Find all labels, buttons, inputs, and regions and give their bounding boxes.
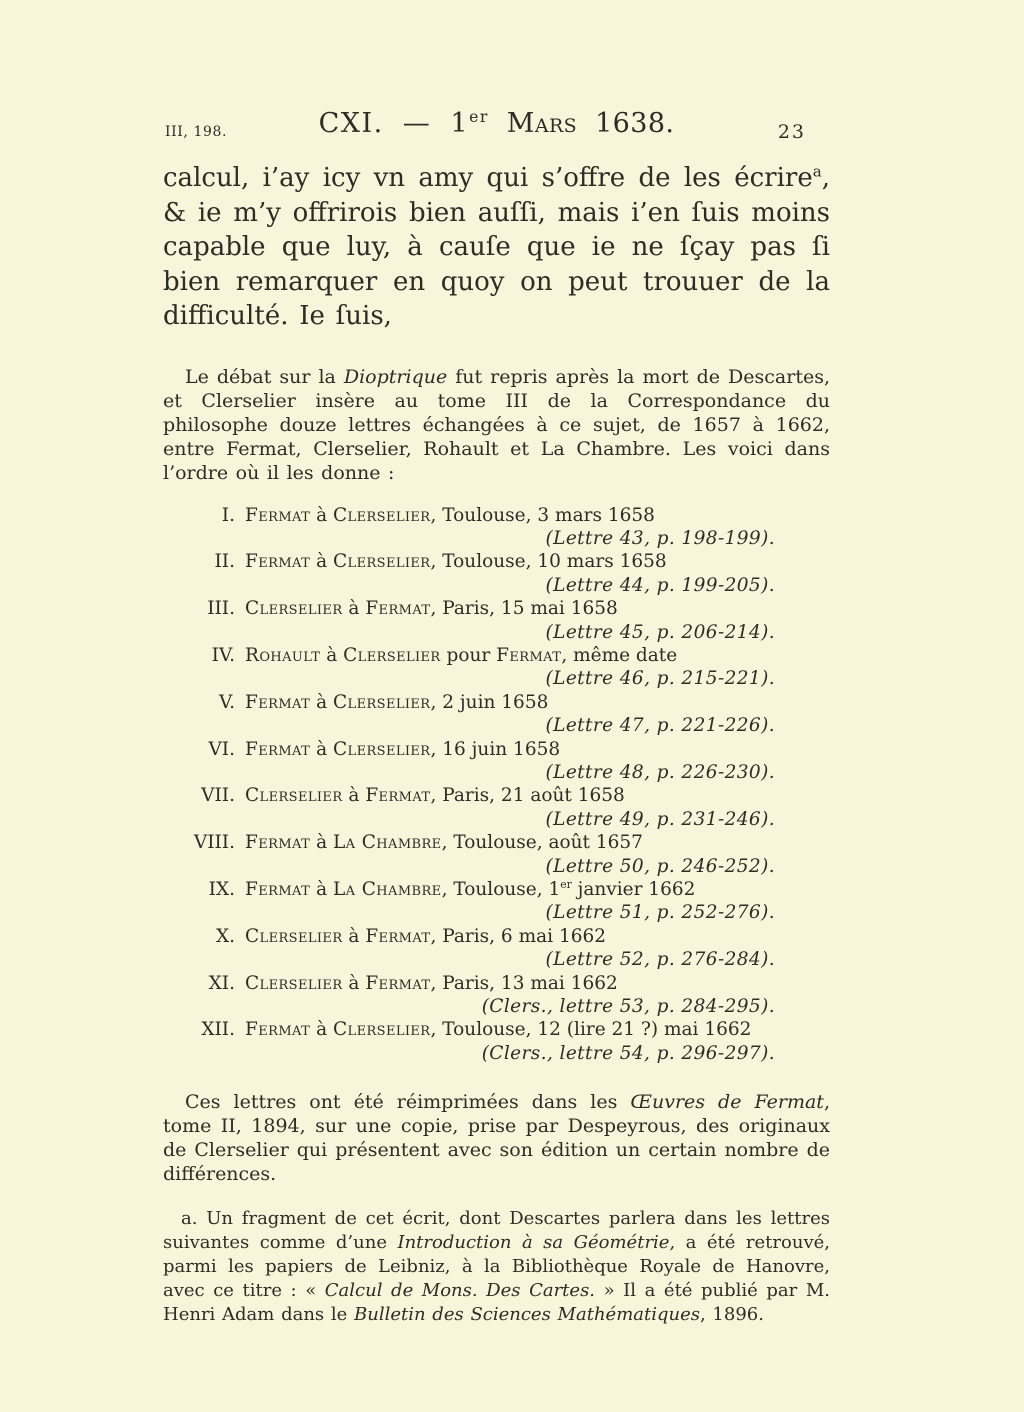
running-title-month-year: Mars 1638. xyxy=(488,108,675,139)
letter-entry xyxy=(163,831,830,878)
running-title-text: CXI. — 1 xyxy=(318,108,470,139)
letter-description: Clerselier à Fermat, Paris, 13 mai 1662 xyxy=(245,972,618,994)
letter-reference: (Lettre 49, p. 231-246). xyxy=(545,808,775,830)
letter-heading xyxy=(163,550,830,573)
letter-heading xyxy=(163,831,830,854)
running-title xyxy=(163,108,830,139)
letter-numeral: X. xyxy=(215,925,235,947)
letter-heading xyxy=(163,691,830,714)
letter-entry xyxy=(163,738,830,785)
footnote: a. Un fragment de cet écrit, dont Descartes parlera dans les lettres suivantes comme d’une Introduction à sa Géométrie, a été retrouvé, parmi les papiers de Leibniz, à la Bibliothèque Royale de Hanovre, avec ce titre : « Calcul de Mons. Des Cartes. » Il a été publié par M. Henri Adam dans le Bulletin des Sciences Mathématiques, 1896. xyxy=(163,1208,830,1326)
letter-description: Fermat à Clerselier, Toulouse, 3 mars 1658 xyxy=(245,504,655,526)
letter-description: Rohault à Clerselier pour Fermat, même date xyxy=(245,644,678,666)
page-number: 23 xyxy=(777,121,806,143)
letter-description: Fermat à Clerselier, Toulouse, 12 (lire 21 ?) mai 1662 xyxy=(245,1019,752,1041)
letter-heading xyxy=(163,644,830,667)
letter-numeral: XI. xyxy=(208,972,235,994)
letter-entry xyxy=(163,972,830,1019)
letter-numeral: VII. xyxy=(201,785,235,807)
letter-numeral: XII. xyxy=(201,1019,235,1041)
editorial-intro-note: Le débat sur la Dioptrique fut repris après la mort de Descartes, et Clerselier insère au tome III de la Correspondance du philosophe douze lettres échangées à ce sujet, de 1657 à 1662, entre Fermat, Clerselier, Rohault et La Chambre. Les voici dans l’ordre où il les donne : xyxy=(163,365,830,484)
letter-entry xyxy=(163,784,830,831)
letter-reference: (Lettre 50, p. 246-252). xyxy=(545,855,775,877)
letter-reference: (Lettre 43, p. 198-199). xyxy=(545,527,775,549)
letter-description: Fermat à Clerselier, Toulouse, 10 mars 1658 xyxy=(245,551,667,573)
text-block xyxy=(163,0,830,1327)
letter-description: Fermat à La Chambre, Toulouse, 1er janvier 1662 xyxy=(245,877,696,900)
letter-numeral: VI. xyxy=(208,738,235,760)
letter-reference: (Lettre 45, p. 206-214). xyxy=(545,621,775,643)
letter-heading xyxy=(163,878,830,901)
letter-heading xyxy=(163,925,830,948)
letter-description: Fermat à Clerselier, 2 juin 1658 xyxy=(245,691,549,713)
letter-heading xyxy=(163,1018,830,1041)
letter-heading xyxy=(163,784,830,807)
letter-heading xyxy=(163,504,830,527)
letter-entry xyxy=(163,550,830,597)
letter-entry xyxy=(163,644,830,691)
letter-numeral: IV. xyxy=(211,644,235,666)
letter-entry xyxy=(163,504,830,551)
letter-description: Clerselier à Fermat, Paris, 15 mai 1658 xyxy=(245,598,618,620)
letter-entry xyxy=(163,925,830,972)
volume-page-ref: III, 198. xyxy=(165,124,228,140)
letter-numeral: II. xyxy=(214,551,235,573)
letter-entry xyxy=(163,878,830,925)
page-header xyxy=(163,108,830,144)
letter-description: Clerselier à Fermat, Paris, 21 août 1658 xyxy=(245,785,625,807)
letter-reference: (Lettre 47, p. 221-226). xyxy=(545,715,775,737)
letter-entry xyxy=(163,691,830,738)
letter-numeral: VIII. xyxy=(193,832,235,854)
letter-description: Fermat à Clerselier, 16 juin 1658 xyxy=(245,738,561,760)
letter-reference: (Lettre 52, p. 276-284). xyxy=(545,949,775,971)
letter-numeral: I. xyxy=(221,504,235,526)
letter-numeral: IX. xyxy=(208,879,235,900)
letter-body-text: calcul, i’ay icy vn amy qui s’offre de les écrire$^a$, & ie m’y offrirois bien auſſi, mais i’en ſuis moins capable que luy, à cauſe que ie ne ſçay pas ſi bien remarquer en quoy on peut trouuer de la difficulté. Ie ſuis, xyxy=(163,162,830,331)
letters-list xyxy=(163,504,830,1066)
letter-reference: (Lettre 46, p. 215-221). xyxy=(545,668,775,690)
letter-numeral: V. xyxy=(218,691,235,713)
letter-reference: (Lettre 48, p. 226-230). xyxy=(545,761,775,783)
letter-reference: (Clers., lettre 54, p. 296-297). xyxy=(481,1042,775,1064)
letter-heading xyxy=(163,738,830,761)
letter-heading xyxy=(163,972,830,995)
letter-reference: (Clers., lettre 53, p. 284-295). xyxy=(481,996,775,1018)
reprint-note: Ces lettres ont été réimprimées dans les Œuvres de Fermat, tome II, 1894, sur une copie, prise par Despeyrous, des originaux de Clerselier qui présentent avec son édition un certain nombre de différences. xyxy=(163,1091,830,1186)
ordinal-superscript: er xyxy=(469,107,489,126)
letter-numeral: III. xyxy=(207,598,235,620)
letter-description: Fermat à La Chambre, Toulouse, août 1657 xyxy=(245,832,643,854)
letter-reference: (Lettre 44, p. 199-205). xyxy=(545,574,775,596)
letter-entry xyxy=(163,597,830,644)
letter-description: Clerselier à Fermat, Paris, 6 mai 1662 xyxy=(245,925,607,947)
letter-entry xyxy=(163,1018,830,1065)
letter-reference: (Lettre 51, p. 252-276). xyxy=(545,902,775,924)
letter-heading xyxy=(163,597,830,620)
